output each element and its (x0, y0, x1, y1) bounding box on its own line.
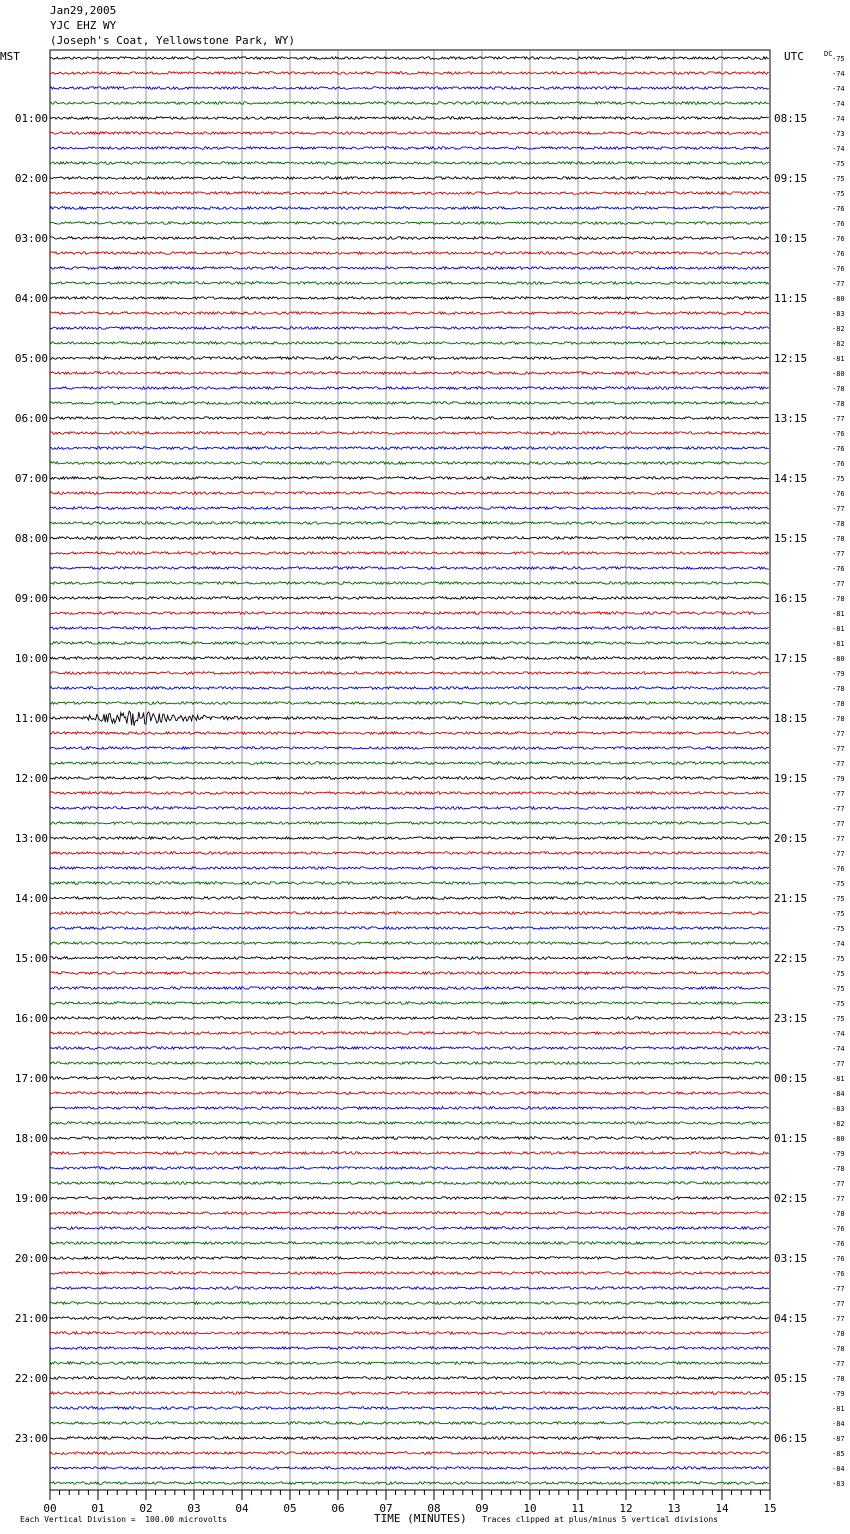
right-hour-label: 09:15 (774, 172, 808, 185)
seismic-trace (50, 882, 769, 885)
dc-offset-label: -75 (832, 55, 845, 63)
dc-offset-label: -77 (832, 415, 845, 423)
dc-offset-label: -76 (832, 565, 845, 573)
seismic-trace (50, 1002, 769, 1005)
seismic-trace (50, 267, 769, 270)
dc-offset-label: -76 (832, 865, 845, 873)
seismic-trace (50, 612, 769, 615)
seismic-trace (50, 342, 769, 345)
dc-offset-label: -77 (832, 760, 845, 768)
right-hour-label: 18:15 (774, 712, 808, 725)
dc-offset-label: -77 (832, 745, 845, 753)
seismic-trace (50, 1392, 769, 1395)
seismic-trace (50, 1122, 769, 1125)
dc-offset-label: -76 (832, 430, 845, 438)
dc-offset-label: -77 (832, 850, 845, 858)
dc-offset-label: -76 (832, 445, 845, 453)
seismic-trace (50, 1062, 769, 1065)
seismic-trace (50, 222, 769, 225)
seismic-trace (50, 1407, 769, 1410)
left-hour-label: 01:00 (14, 112, 48, 125)
dc-offset-label: -81 (832, 640, 845, 648)
dc-offset-label: -77 (832, 550, 845, 558)
right-hour-label: 10:15 (774, 232, 808, 245)
dc-offset-label: -85 (832, 1450, 845, 1458)
right-hour-label: 05:15 (774, 1372, 808, 1385)
right-hour-label: 20:15 (774, 832, 808, 845)
right-hour-label: 00:15 (774, 1072, 808, 1085)
dc-offset-label: -75 (832, 880, 845, 888)
station-location: (Joseph's Coat, Yellowstone Park, WY) (50, 34, 296, 47)
dc-offset-label: -76 (832, 1270, 845, 1278)
left-hour-label: 17:00 (14, 1072, 48, 1085)
dc-offset-label: -77 (832, 1195, 845, 1203)
dc-offset-label: -83 (832, 310, 845, 318)
dc-offset-label: -81 (832, 610, 845, 618)
seismic-trace (50, 1377, 769, 1380)
x-tick-label: 11 (571, 1502, 585, 1515)
seismic-trace (50, 252, 769, 255)
seismic-trace (50, 417, 769, 420)
dc-offset-label: -76 (832, 460, 845, 468)
seismic-trace (50, 1482, 769, 1485)
dc-offset-label: -78 (832, 1165, 845, 1173)
seismic-trace (50, 357, 769, 360)
right-hour-label: 12:15 (774, 352, 808, 365)
seismic-trace (50, 687, 769, 690)
x-tick-label: 10 (523, 1502, 537, 1515)
dc-offset-label: -76 (832, 1225, 845, 1233)
x-tick-label: 05 (283, 1502, 297, 1515)
seismic-trace (50, 1347, 769, 1350)
dc-offset-label: -75 (832, 955, 845, 963)
seismic-trace (50, 237, 769, 240)
seismic-trace (50, 1032, 769, 1035)
dc-offset-label: -76 (832, 1240, 845, 1248)
left-hour-label: 05:00 (14, 352, 48, 365)
seismic-trace (50, 837, 769, 840)
dc-offset-label: -74 (832, 145, 845, 153)
x-axis-title: TIME (MINUTES) (374, 1512, 467, 1525)
dc-offset-label: -75 (832, 910, 845, 918)
dc-offset-label: -78 (832, 595, 845, 603)
seismic-trace (50, 1437, 769, 1440)
x-tick-label: 04 (235, 1502, 249, 1515)
dc-offset-label: -73 (832, 130, 845, 138)
dc-offset-label: -82 (832, 340, 845, 348)
dc-offset-label: -78 (832, 1375, 845, 1383)
seismic-trace (50, 1092, 769, 1095)
seismic-trace (50, 1317, 769, 1320)
seismic-trace (50, 552, 769, 555)
dc-offset-label: -77 (832, 580, 845, 588)
right-hour-label: 01:15 (774, 1132, 808, 1145)
left-hour-label: 08:00 (14, 532, 48, 545)
dc-offset-label: -80 (832, 1135, 845, 1143)
dc-offset-label: -78 (832, 700, 845, 708)
dc-offset-label: -74 (832, 115, 845, 123)
dc-offset-label: -87 (832, 1435, 845, 1443)
left-hour-label: 20:00 (14, 1252, 48, 1265)
seismic-trace (50, 972, 769, 975)
left-hour-label: 15:00 (14, 952, 48, 965)
dc-offset-label: -77 (832, 505, 845, 513)
seismic-trace (50, 162, 769, 165)
seismic-trace (50, 477, 769, 480)
right-hour-label: 15:15 (774, 532, 808, 545)
dc-offset-label: -81 (832, 1075, 845, 1083)
seismic-trace (50, 1302, 769, 1305)
seismic-trace (50, 297, 769, 300)
dc-offset-label: -77 (832, 835, 845, 843)
dc-offset-label: -78 (832, 685, 845, 693)
seismic-trace (50, 1182, 769, 1185)
seismic-trace (50, 927, 769, 930)
right-hour-label: 22:15 (774, 952, 808, 965)
right-hour-label: 21:15 (774, 892, 808, 905)
dc-offset-label: -83 (832, 1105, 845, 1113)
seismic-trace (50, 117, 769, 120)
right-hour-label: 03:15 (774, 1252, 808, 1265)
seismic-trace (50, 102, 769, 105)
dc-offset-label: -78 (832, 1210, 845, 1218)
dc-offset-label: -76 (832, 235, 845, 243)
dc-offset-label: -74 (832, 940, 845, 948)
seismic-trace (50, 87, 769, 90)
x-tick-label: 00 (43, 1502, 57, 1515)
seismic-trace (50, 1227, 769, 1230)
seismic-trace (50, 1152, 769, 1155)
left-hour-label: 11:00 (14, 712, 48, 725)
dc-offset-label: -74 (832, 100, 845, 108)
dc-offset-label: -75 (832, 190, 845, 198)
seismic-trace (50, 1047, 769, 1050)
dc-offset-label: -78 (832, 715, 845, 723)
dc-offset-label: -82 (832, 1120, 845, 1128)
left-hour-label: 06:00 (14, 412, 48, 425)
dc-offset-label: -77 (832, 820, 845, 828)
seismic-trace (50, 177, 769, 180)
dc-offset-label: -80 (832, 295, 845, 303)
seismic-trace (50, 762, 769, 765)
seismic-trace (50, 1212, 769, 1215)
right-hour-label: 16:15 (774, 592, 808, 605)
dc-offset-label: -76 (832, 1255, 845, 1263)
dc-offset-label: -77 (832, 280, 845, 288)
left-hour-label: 23:00 (14, 1432, 48, 1445)
seismic-trace (50, 147, 769, 150)
seismic-trace (50, 1197, 769, 1200)
seismic-trace (50, 1017, 769, 1020)
right-timezone-label: UTC (784, 50, 804, 63)
dc-offset-label: -77 (832, 790, 845, 798)
seismic-trace (50, 1167, 769, 1170)
seismic-trace (50, 1332, 769, 1335)
seismic-trace (50, 462, 769, 465)
right-hour-label: 13:15 (774, 412, 808, 425)
seismic-trace (50, 852, 769, 855)
clip-note: Traces clipped at plus/minus 5 vertical divisions (482, 1515, 719, 1524)
dc-offset-label: -78 (832, 400, 845, 408)
dc-offset-label: -77 (832, 1315, 845, 1323)
seismic-trace (50, 807, 769, 810)
seismic-trace (50, 957, 769, 960)
seismic-trace (50, 72, 769, 75)
right-hour-label: 19:15 (774, 772, 808, 785)
dc-offset-label: -75 (832, 985, 845, 993)
left-hour-label: 04:00 (14, 292, 48, 305)
left-hour-label: 07:00 (14, 472, 48, 485)
dc-offset-label: -78 (832, 1330, 845, 1338)
right-hour-label: 14:15 (774, 472, 808, 485)
seismic-trace (50, 657, 769, 660)
seismic-trace (50, 1257, 769, 1260)
seismic-trace (50, 57, 769, 60)
left-hour-label: 02:00 (14, 172, 48, 185)
left-hour-label: 10:00 (14, 652, 48, 665)
dc-offset-label: -76 (832, 265, 845, 273)
left-hour-label: 19:00 (14, 1192, 48, 1205)
x-tick-label: 08 (427, 1502, 441, 1515)
seismic-trace (50, 1467, 769, 1470)
scale-note: Each Vertical Division = 100.00 microvolts (20, 1515, 228, 1524)
dc-offset-label: -74 (832, 1030, 845, 1038)
x-tick-label: 13 (667, 1502, 681, 1515)
x-tick-label: 03 (187, 1502, 201, 1515)
right-hour-label: 23:15 (774, 1012, 808, 1025)
dc-offset-label: -78 (832, 1345, 845, 1353)
right-hour-label: 04:15 (774, 1312, 808, 1325)
record-date: Jan29,2005 (50, 4, 117, 17)
dc-offset-label: -77 (832, 1300, 845, 1308)
dc-offset-label: -79 (832, 1150, 845, 1158)
seismic-trace (50, 627, 769, 630)
dc-offset-label: -75 (832, 1000, 845, 1008)
right-hour-label: 08:15 (774, 112, 808, 125)
seismic-trace (50, 1452, 769, 1455)
x-tick-label: 02 (139, 1502, 153, 1515)
x-tick-label: 06 (331, 1502, 345, 1515)
left-hour-label: 18:00 (14, 1132, 48, 1145)
seismic-trace (50, 987, 769, 990)
seismic-trace (50, 822, 769, 825)
seismic-trace (50, 1287, 769, 1290)
seismic-trace (50, 372, 769, 375)
dc-offset-label: -81 (832, 1405, 845, 1413)
dc-offset-label: -75 (832, 970, 845, 978)
dc-offset-label: -77 (832, 1060, 845, 1068)
seismic-trace (50, 522, 769, 525)
dc-offset-label: -78 (832, 535, 845, 543)
seismic-trace (50, 1107, 769, 1110)
dc-offset-label: -77 (832, 805, 845, 813)
dc-offset-label: -74 (832, 1045, 845, 1053)
left-hour-label: 12:00 (14, 772, 48, 785)
seismic-trace (50, 132, 769, 135)
seismic-trace (50, 1242, 769, 1245)
dc-offset-label: -79 (832, 670, 845, 678)
dc-offset-label: -75 (832, 175, 845, 183)
seismic-trace (50, 492, 769, 495)
dc-offset-label: -75 (832, 895, 845, 903)
x-tick-label: 14 (715, 1502, 729, 1515)
seismic-trace (50, 711, 769, 726)
seismic-trace (50, 1422, 769, 1425)
dc-offset-label: -75 (832, 160, 845, 168)
right-hour-label: 11:15 (774, 292, 808, 305)
seismic-trace (50, 597, 769, 600)
x-tick-label: 09 (475, 1502, 489, 1515)
seismic-trace (50, 912, 769, 915)
left-timezone-label: MST (0, 50, 20, 63)
seismic-trace (50, 732, 769, 735)
seismic-trace (50, 447, 769, 450)
seismic-trace (50, 507, 769, 510)
dc-offset-label: -83 (832, 1480, 845, 1488)
left-hour-label: 14:00 (14, 892, 48, 905)
seismic-trace (50, 402, 769, 405)
dc-offset-label: -79 (832, 1390, 845, 1398)
seismic-trace (50, 1137, 769, 1140)
dc-offset-label: -79 (832, 775, 845, 783)
seismic-trace (50, 567, 769, 570)
seismic-trace (50, 432, 769, 435)
seismic-trace (50, 192, 769, 195)
left-hour-label: 16:00 (14, 1012, 48, 1025)
seismic-trace (50, 867, 769, 870)
dc-offset-label: -75 (832, 475, 845, 483)
x-tick-label: 15 (763, 1502, 777, 1515)
dc-offset-label: -77 (832, 1285, 845, 1293)
seismic-trace (50, 672, 769, 675)
dc-offset-label: -74 (832, 70, 845, 78)
dc-offset-label: -80 (832, 370, 845, 378)
seismic-trace (50, 1272, 769, 1275)
seismic-trace (50, 897, 769, 900)
dc-offset-label: -77 (832, 1360, 845, 1368)
dc-offset-label: -76 (832, 205, 845, 213)
right-hour-label: 06:15 (774, 1432, 808, 1445)
left-hour-label: 21:00 (14, 1312, 48, 1325)
dc-offset-label: -80 (832, 655, 845, 663)
x-tick-label: 07 (379, 1502, 393, 1515)
dc-offset-label: -81 (832, 625, 845, 633)
seismic-trace (50, 792, 769, 795)
dc-offset-label: -76 (832, 250, 845, 258)
dc-header-label: DC (824, 50, 833, 58)
seismic-trace (50, 642, 769, 645)
seismic-trace (50, 387, 769, 390)
dc-offset-label: -77 (832, 730, 845, 738)
dc-offset-label: -78 (832, 520, 845, 528)
dc-offset-label: -77 (832, 1180, 845, 1188)
dc-offset-label: -81 (832, 355, 845, 363)
seismic-trace (50, 777, 769, 780)
seismic-trace (50, 207, 769, 210)
x-tick-label: 12 (619, 1502, 633, 1515)
seismic-trace (50, 1362, 769, 1365)
dc-offset-label: -78 (832, 385, 845, 393)
seismic-trace (50, 1077, 769, 1080)
left-hour-label: 13:00 (14, 832, 48, 845)
dc-offset-label: -84 (832, 1465, 845, 1473)
left-hour-label: 09:00 (14, 592, 48, 605)
dc-offset-label: -76 (832, 490, 845, 498)
dc-offset-label: -84 (832, 1090, 845, 1098)
x-tick-label: 01 (91, 1502, 105, 1515)
dc-offset-label: -76 (832, 220, 845, 228)
seismic-trace (50, 747, 769, 750)
seismic-trace (50, 582, 769, 585)
left-hour-label: 03:00 (14, 232, 48, 245)
dc-offset-label: -75 (832, 1015, 845, 1023)
seismic-trace (50, 942, 769, 945)
right-hour-label: 02:15 (774, 1192, 808, 1205)
dc-offset-label: -75 (832, 925, 845, 933)
left-hour-label: 22:00 (14, 1372, 48, 1385)
station-code: YJC EHZ WY (50, 19, 117, 32)
right-hour-label: 17:15 (774, 652, 808, 665)
seismic-trace (50, 327, 769, 330)
seismic-trace (50, 537, 769, 540)
seismic-trace (50, 702, 769, 705)
dc-offset-label: -82 (832, 325, 845, 333)
seismic-trace (50, 282, 769, 285)
dc-offset-label: -84 (832, 1420, 845, 1428)
dc-offset-label: -74 (832, 85, 845, 93)
seismic-trace (50, 312, 769, 315)
